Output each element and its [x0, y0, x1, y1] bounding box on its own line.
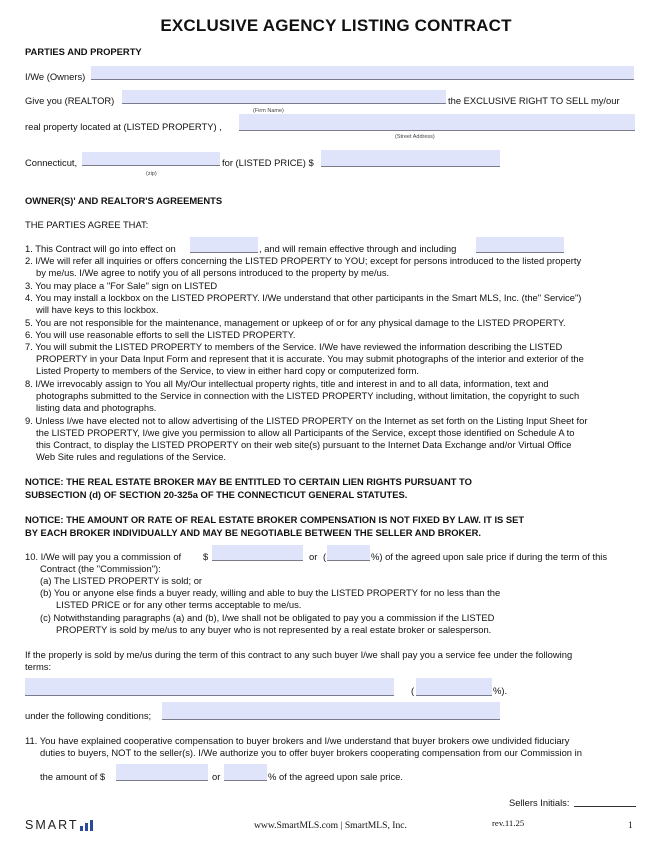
parties-heading: PARTIES AND PROPERTY — [25, 46, 142, 57]
item11-line1: 11. You have explained cooperative compensation to buyer brokers and I/we understand that buyer brokers owe undivided fiduciary — [25, 735, 570, 746]
notice-lien-line2: SUBSECTION (d) OF SECTION 20-325a OF THE CONNECTICUT GENERAL STATUTES. — [25, 489, 408, 500]
agreements-intro: THE PARTIES AGREE THAT: — [25, 219, 149, 230]
item1-through: , and will remain effective through and including — [259, 243, 457, 254]
item7-line2: PROPERTY in your Data Input Form and represent that it is accurate. You may submit photographs of the interior and exterior of the — [36, 353, 584, 364]
service-fee-terms-field[interactable] — [25, 678, 394, 696]
owners-field[interactable] — [91, 66, 634, 80]
realtor-label: Give you (REALTOR) — [25, 95, 115, 106]
street-address-field[interactable] — [239, 114, 635, 131]
service-fee-percent-close: %). — [493, 685, 508, 696]
item10-b-line1: (b) You or anyone else finds a buyer ready, willing and able to buy the LISTED PROPERTY for no less than the — [40, 587, 501, 598]
service-fee-percent-field[interactable] — [416, 678, 492, 696]
notice-lien-line1: NOTICE: THE REAL ESTATE BROKER MAY BE ENTITLED TO CERTAIN LIEN RIGHTS PURSUANT TO — [25, 476, 472, 487]
start-date-field[interactable] — [190, 237, 258, 253]
notice-compensation-line2: BY EACH BROKER INDIVIDUALLY AND MAY BE NEGOTIABLE BETWEEN THE SELLER AND BROKER. — [25, 527, 481, 538]
item2-line2: by me/us. I/We agree to notify you of all persons introduced to the property by me/us. — [36, 267, 390, 278]
realtor-field[interactable] — [122, 90, 446, 104]
service-fee-line2: terms: — [25, 661, 52, 672]
price-label: for (LISTED PRICE) $ — [222, 157, 314, 168]
item10-a: (a) The LISTED PROPERTY is sold; or — [40, 575, 203, 586]
commission-percent-text: %) of the agreed upon sale price if during the term of this — [371, 551, 608, 562]
commission-amount-field[interactable] — [212, 545, 303, 561]
item10-label: 10. I/We will pay you a commission of — [25, 551, 182, 562]
item11-line2: duties to buyers, NOT to the seller(s). I/We authorize you to offer buyer brokers cooperating compensation from our Commission in — [40, 747, 582, 758]
item-6: 6. You will use reasonable efforts to sell the LISTED PROPERTY. — [25, 329, 296, 340]
item9-line4: Web Site rules and regulations of the Service. — [36, 451, 227, 462]
item-8 — [25, 378, 645, 414]
commission-dollar-sign: $ — [203, 551, 209, 562]
sellers-initials-label: Sellers Initials: — [509, 797, 570, 808]
coop-percent-text: % of the agreed upon sale price. — [268, 771, 403, 782]
footer-website: www.SmartMLS.com | SmartMLS, Inc. — [254, 820, 407, 831]
item-7 — [25, 341, 645, 377]
commission-or: or — [309, 551, 318, 562]
logo-text: SMART — [25, 818, 79, 832]
listed-price-field[interactable] — [321, 150, 500, 167]
service-fee-open-paren: ( — [411, 685, 415, 696]
item-2 — [25, 255, 645, 279]
item10-c-line2: PROPERTY is sold by me/us to any buyer who is not represented by a real estate broker or salesperson. — [56, 624, 492, 635]
conditions-label: under the following conditions; — [25, 710, 152, 721]
item4-line1: 4. You may install a lockbox on the LISTED PROPERTY. I/We understand that other participants in the Smart MLS, Inc. (the" Service") — [25, 292, 582, 303]
property-label: real property located at (LISTED PROPERTY) , — [25, 121, 222, 132]
footer-revision: rev.11.25 — [492, 818, 525, 828]
end-date-field[interactable] — [476, 237, 564, 253]
item7-line3: Listed Property to members of the Service, to view in either hard copy or computerized form. — [36, 365, 419, 376]
exclusive-text: the EXCLUSIVE RIGHT TO SELL my/our — [448, 95, 620, 106]
item-4 — [25, 292, 645, 316]
street-caption: (Street Address) — [395, 134, 435, 140]
item-9 — [25, 415, 645, 463]
item-5: 5. You are not responsible for the maintenance, management or upkeep of or for any physical damage to the LISTED PROPERTY. — [25, 317, 566, 328]
item4-line2: will have keys to this lockbox. — [36, 304, 159, 315]
item9-line3: this Contract, to display the LISTED PROPERTY on their web site(s) pursuant to the Internet Data Exchange and/or Virtual Office — [36, 439, 572, 450]
page-title: EXCLUSIVE AGENCY LISTING CONTRACT — [160, 16, 512, 35]
item9-line2: the LISTED PROPERTY, I/we give you permission to allow all Participants of the Service, except those identified on Schedule A to — [36, 427, 575, 438]
coop-amount-field[interactable] — [116, 764, 208, 781]
zip-field[interactable] — [82, 152, 220, 166]
agreements-heading: OWNER(S)' AND REALTOR'S AGREEMENTS — [25, 195, 223, 206]
owners-label: I/We (Owners) — [25, 71, 86, 82]
zip-caption: (zip) — [146, 171, 157, 177]
item1-start: 1. This Contract will go into effect on — [25, 243, 176, 254]
smart-logo — [25, 818, 95, 832]
state-label: Connecticut, — [25, 157, 78, 168]
item10-c-line1: (c) Notwithstanding paragraphs (a) and (b), I/we shall not be obligated to pay you a commission if the LISTED — [40, 612, 495, 623]
notice-compensation-line1: NOTICE: THE AMOUNT OR RATE OF REAL ESTATE BROKER COMPENSATION IS NOT FIXED BY LAW. IT IS SET — [25, 514, 525, 525]
page-number: 1 — [628, 820, 633, 831]
coop-percent-field[interactable] — [224, 764, 267, 781]
item-3: 3. You may place a "For Sale" sign on LISTED — [25, 280, 218, 291]
logo-bars-icon — [79, 819, 95, 831]
commission-open-paren: ( — [323, 551, 327, 562]
sellers-initials-line[interactable] — [574, 806, 636, 807]
item8-line1: 8. I/We irrevocably assign to You all My/Our intellectual property rights, title and interest in and to all data, information, text and — [25, 378, 549, 389]
item10-line2: Contract (the "Commission"): — [40, 563, 161, 574]
firm-name-caption: (Firm Name) — [253, 108, 284, 114]
item2-line1: 2. I/We will refer all inquiries or offers concerning the LISTED PROPERTY to YOU; except for persons introduced to the listed property — [25, 255, 582, 266]
item7-line1: 7. You will submit the LISTED PROPERTY to members of the Service. I/We have reviewed the information describing the LISTED — [25, 341, 563, 352]
item9-line1: 9. Unless I/we have elected not to allow advertising of the LISTED PROPERTY on the Internet as set forth on the Listing Input Sheet for — [25, 415, 588, 426]
service-fee-line1: If the properly is sold by me/us during the term of this contract to any such buyer I/we shall pay you a service fee under the following — [25, 649, 573, 660]
item8-line2: photographs submitted to the Service in connection with the LISTED PROPERTY including, without limitation, the copyright to such — [36, 390, 580, 401]
conditions-field[interactable] — [162, 702, 500, 720]
coop-amount-label: the amount of $ — [40, 771, 106, 782]
coop-or: or — [212, 771, 221, 782]
item8-line3: listing data and photographs. — [36, 402, 157, 413]
item10-b-line2: LISTED PRICE or for any other terms acceptable to me/us. — [56, 599, 302, 610]
commission-percent-field[interactable] — [327, 545, 370, 561]
